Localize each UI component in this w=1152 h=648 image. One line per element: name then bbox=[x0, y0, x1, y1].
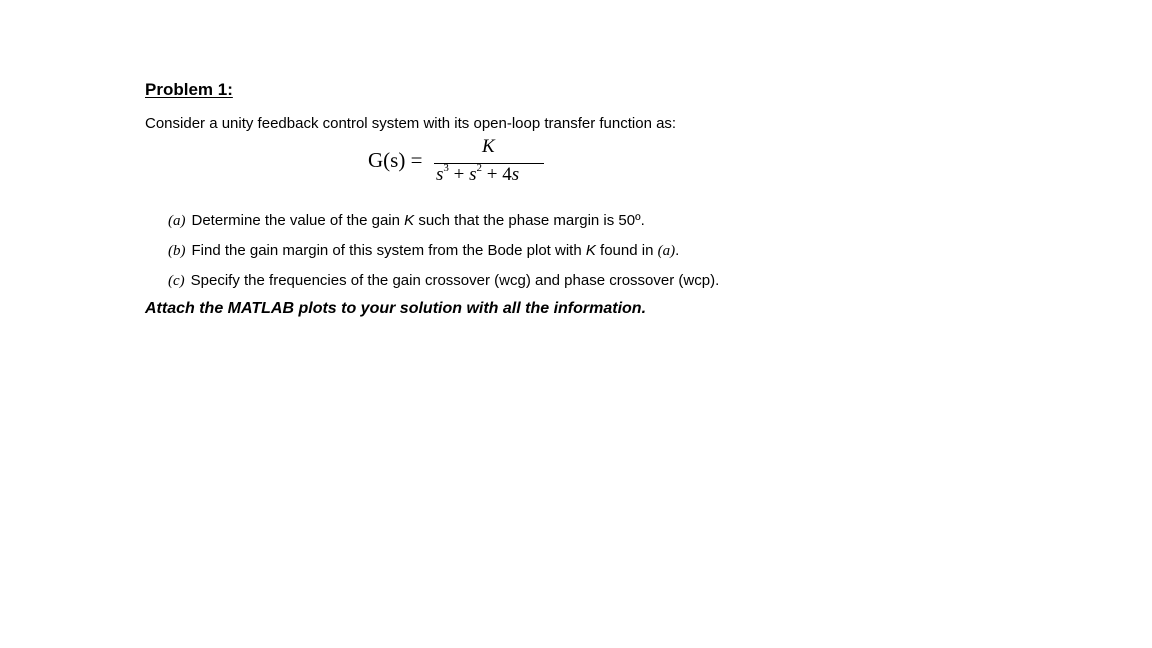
part-a-text-after: such that the phase margin is 50º. bbox=[414, 212, 645, 229]
equation-denominator bbox=[436, 161, 520, 186]
transfer-function-equation bbox=[368, 136, 568, 196]
part-b-tag: (b) bbox=[168, 243, 186, 259]
part-b-text-after: . bbox=[675, 242, 680, 259]
equation-lhs: G(s) = bbox=[368, 148, 423, 172]
part-b-text-mid: found in bbox=[595, 242, 658, 259]
part-b-text-before: Find the gain margin of this system from the Bode plot with bbox=[191, 242, 586, 259]
den-term2-exp: 2 bbox=[476, 161, 483, 174]
part-b bbox=[168, 242, 679, 260]
part-a-tag: (a) bbox=[168, 213, 186, 229]
problem-title: Problem 1: bbox=[145, 80, 233, 99]
den-plus2: + 4 bbox=[482, 164, 512, 185]
den-term3: s bbox=[511, 164, 520, 185]
den-term1-exp: 3 bbox=[443, 161, 449, 174]
equation-numerator: K bbox=[482, 136, 495, 157]
part-a-text-before: Determine the value of the gain bbox=[191, 212, 405, 229]
problem-intro: Consider a unity feedback control system with its open-loop transfer function as: bbox=[145, 115, 677, 132]
part-a-var: K bbox=[404, 212, 415, 229]
part-c-tag: (c) bbox=[168, 273, 185, 289]
den-term2-base: s bbox=[469, 164, 477, 185]
part-b-ref: (a) bbox=[657, 243, 676, 259]
den-plus1: + bbox=[448, 164, 470, 185]
attach-instruction: Attach the MATLAB plots to your solution with all the information. bbox=[145, 300, 647, 317]
part-c bbox=[168, 272, 719, 290]
part-c-text: Specify the frequencies of the gain crossover (wcg) and phase crossover (wcp). bbox=[190, 272, 720, 289]
part-a bbox=[168, 212, 645, 230]
part-b-var: K bbox=[585, 242, 596, 259]
den-term1-base: s bbox=[436, 164, 444, 185]
